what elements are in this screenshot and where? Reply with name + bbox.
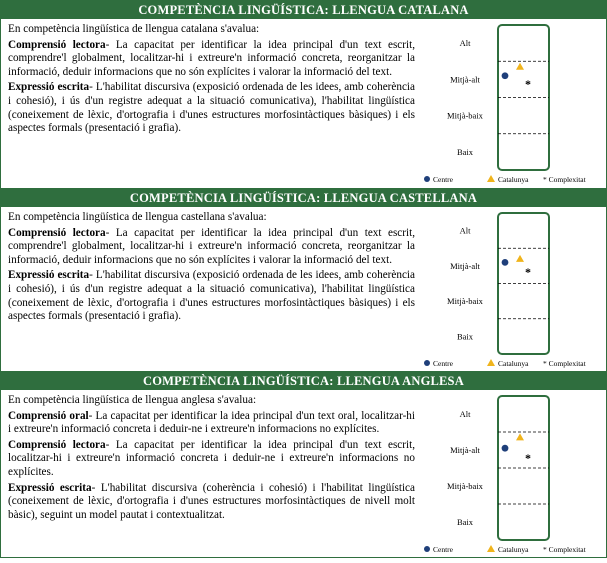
legend-catalunya-label: Catalunya xyxy=(498,359,529,368)
item-label: Comprensió lectora xyxy=(8,38,106,51)
section-text xyxy=(8,394,415,524)
level-label-baix: Baix xyxy=(456,146,474,157)
legend-catalunya-marker xyxy=(487,175,495,182)
item-expressio-escrita xyxy=(8,269,415,323)
item-label: Expressió escrita xyxy=(8,481,92,494)
item-label: Comprensió oral xyxy=(8,409,89,422)
section-catalan xyxy=(1,1,606,188)
legend-centre-label: Centre xyxy=(433,175,453,184)
item-comprensio-lectora xyxy=(8,39,415,80)
section-text xyxy=(8,211,415,326)
legend-centre-label: Centre xyxy=(433,545,453,554)
centre-point xyxy=(502,259,509,266)
legend-centre-marker xyxy=(424,360,430,366)
section-title: COMPETÈNCIA LINGÜÍSTICA: LLENGUA CASTELLANA xyxy=(1,189,606,207)
centre-point xyxy=(502,445,509,452)
item-text: - La capacitat per identificar la idea principal d'un text escrit, comprendre'l globalment, localitzar-hi i extreure'n informació concreta, reorganitzar la informació, deduir informacions que no són explícites i valorar la informació del text. xyxy=(8,38,416,78)
item-label: Expressió escrita xyxy=(8,269,90,282)
item-label: Expressió escrita xyxy=(8,81,90,94)
item-text: - L'habilitat discursiva (exposició ordenada de les idees, amb coherència i cohesió), i ús d'un registre adequat a la situació comunicativa), l'habilitat lingüística (coneixement de lèxic, d'ortografia i d'unes estructures morfosintàctiques bàsiques) i els aspectes formals (presentació i grafia). xyxy=(8,81,415,135)
level-chart xyxy=(419,390,606,563)
level-label-mitj-baix: Mitjà-baix xyxy=(447,110,483,121)
item-text: - L'habilitat discursiva (coherència i cohesió) i l'habilitat lingüística (coneixement de lèxic, d'ortografia i d'unes estructures morfosintàctiques de nivell molt bàsic), seguint un model pautat i contextualitzat. xyxy=(8,481,415,521)
item-comprensio-lectora xyxy=(8,227,415,268)
complexitat-point: * xyxy=(525,77,531,91)
legend-centre-marker xyxy=(424,176,430,182)
level-label-mitj-alt: Mitjà-alt xyxy=(450,445,480,455)
complexitat-point: * xyxy=(525,451,531,466)
item-expressio-escrita xyxy=(8,81,415,135)
legend-complexitat-label: * Complexitat xyxy=(543,545,586,554)
level-label-alt: Alt xyxy=(459,38,471,49)
section-castellana xyxy=(1,188,606,372)
section-anglesa xyxy=(1,371,606,558)
item-text: - La capacitat per identificar la idea principal d'un text oral, localitzar-hi i extreure'n informació concreta i deduir-ne i extreure'n informacions no explícites. xyxy=(8,409,416,436)
level-chart xyxy=(419,19,606,193)
level-chart-svg xyxy=(419,19,606,188)
level-label-mitj-baix: Mitjà-baix xyxy=(447,296,483,307)
level-chart xyxy=(419,207,606,377)
item-expressio-escrita xyxy=(8,482,415,523)
legend-complexitat-label: * Complexitat xyxy=(543,175,586,184)
level-label-baix: Baix xyxy=(456,517,474,527)
complexitat-point: * xyxy=(525,265,531,280)
item-text: - La capacitat per identificar la idea principal d'un text escrit, localitzar-hi i extreure'n informació concreta i deduir-ne i extreure'n informacions no explícites. xyxy=(8,438,416,478)
level-chart-svg xyxy=(419,390,606,558)
level-label-baix: Baix xyxy=(456,331,474,342)
legend-complexitat-label: * Complexitat xyxy=(543,359,586,368)
item-comprensio-oral xyxy=(8,410,415,437)
legend-catalunya-label: Catalunya xyxy=(498,175,529,184)
legend-catalunya-marker xyxy=(487,545,495,552)
item-comprensio-lectora xyxy=(8,439,415,480)
legend-catalunya-marker xyxy=(487,359,495,366)
section-text xyxy=(8,23,415,138)
section-title: COMPETÈNCIA LINGÜÍSTICA: LLENGUA CATALANA xyxy=(1,1,606,19)
item-text: - La capacitat per identificar la idea principal d'un text escrit, comprendre'l globalment, localitzar-hi i extreure'n informació concreta, reorganitzar la informació, deduir informacions que no són explícites i valorar la informació del text. xyxy=(8,226,416,266)
legend-catalunya-label: Catalunya xyxy=(498,545,529,554)
legend-centre-marker xyxy=(424,546,430,552)
level-chart-svg xyxy=(419,207,606,372)
section-intro: En competència lingüística de llengua catalana s'avalua: xyxy=(8,23,260,35)
item-label: Comprensió lectora xyxy=(8,438,106,451)
level-label-mitj-alt: Mitjà-alt xyxy=(450,74,480,85)
section-title: COMPETÈNCIA LINGÜÍSTICA: LLENGUA ANGLESA xyxy=(1,372,606,390)
section-intro: En competència lingüística de llengua anglesa s'avalua: xyxy=(8,394,257,406)
section-intro: En competència lingüística de llengua castellana s'avalua: xyxy=(8,211,267,223)
level-label-alt: Alt xyxy=(459,225,471,236)
centre-point xyxy=(502,72,509,79)
item-label: Comprensió lectora xyxy=(8,226,106,239)
level-label-alt: Alt xyxy=(459,409,471,419)
level-label-mitj-baix: Mitjà-baix xyxy=(447,481,483,491)
level-label-mitj-alt: Mitjà-alt xyxy=(450,260,480,271)
legend-centre-label: Centre xyxy=(433,359,453,368)
item-text: - L'habilitat discursiva (exposició ordenada de les idees, amb coherència i cohesió), i ús d'un registre adequat a la situació comunicativa), l'habilitat lingüística (coneixement de lèxic, d'ortografia i d'unes estructures morfosintàctiques bàsiques) i els aspectes formals (presentació i grafia). xyxy=(8,269,415,323)
